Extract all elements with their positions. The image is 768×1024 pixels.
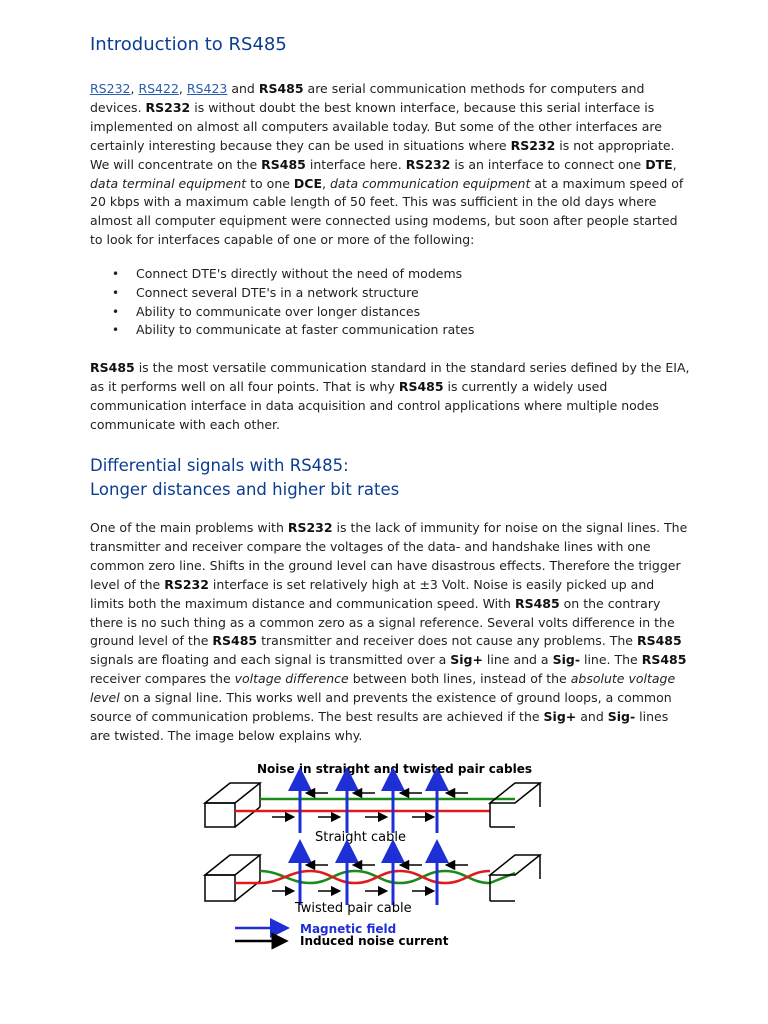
- list-item: • Connect DTE's directly without the need of modems: [112, 266, 463, 281]
- twisted-cable-label: Twisted pair cable: [295, 901, 412, 916]
- figure-title: Noise in straight and twisted pair cables: [257, 762, 532, 776]
- left-connector: [205, 783, 260, 803]
- list-item: • Connect several DTE's in a network structure: [112, 284, 419, 300]
- requirements-list: [90, 265, 650, 340]
- list-item: • Ability to communicate over longer distances: [112, 303, 421, 319]
- link-rs232[interactable]: RS232: [90, 81, 131, 96]
- straight-cable-label: Straight cable: [315, 830, 406, 845]
- link-rs422[interactable]: RS422: [138, 81, 179, 96]
- section-heading-line2: Longer distances and higher bit rates: [90, 480, 400, 499]
- list-item: • Ability to communicate at faster communication rates: [112, 322, 475, 338]
- section-heading-line1: Differential signals with RS485:: [90, 456, 349, 475]
- cable-noise-diagram: [200, 755, 580, 955]
- link-rs423[interactable]: RS423: [186, 81, 228, 96]
- figure-legend: [235, 922, 449, 948]
- rs485-summary-paragraph: RS485 is the most versatile communication standard in the standard series defined by the EIA, as it performs well on all four points. That is why RS485 is currently a widely used communication interface in data acquisition and control applications where multiple nodes communicate with each other.: [90, 360, 690, 432]
- intro-paragraph: RS232, RS422, RS423 and RS485 are serial communication methods for computers and devices. RS232 is without doubt the best known interface, because this serial interface is implemented on almost all computers available today. But some of the other interfaces are certainly interesting because they can be used in situations where RS232 is not appropriate. We will concentrate on the RS485 interface here. RS232 is an interface to connect one DTE, data terminal equipment to one DCE, data communication equipment at a maximum speed of 20 kbps with a maximum cable length of 50 feet. This was sufficient in the old days where almost all computer equipment were connected using modems, but soon after people started to look for interfaces capable of one or more of the following:: [90, 81, 684, 248]
- straight-cable: [205, 779, 540, 845]
- twisted-cable: [205, 851, 540, 916]
- page-title: Introduction to RS485: [90, 34, 287, 55]
- differential-paragraph: One of the main problems with RS232 is the lack of immunity for noise on the signal lines. The transmitter and receiver compare the voltages of the data- and handshake lines with one common zero line. Shifts in the ground level can have disastrous effects. Therefore the trigger level of the RS232 interface is set relatively high at ±3 Volt. Noise is easily picked up and limits both the maximum distance and communication speed. With RS485 on the contrary there is no such thing as a common zero as a signal reference. Several volts difference in the ground level of the RS485 transmitter and receiver does not cause any problems. The RS485 signals are floating and each signal is transmitted over a Sig+ line and a Sig- line. The RS485 receiver compares the voltage difference between both lines, instead of the absolute voltage level on a signal line. This works well and prevents the existence of ground loops, a common source of communication problems. The best results are achieved if the Sig+ and Sig- lines are twisted. The image below explains why.: [90, 520, 688, 743]
- legend-magnetic-field: Magnetic field: [300, 922, 397, 936]
- legend-noise-current: Induced noise current: [300, 934, 449, 948]
